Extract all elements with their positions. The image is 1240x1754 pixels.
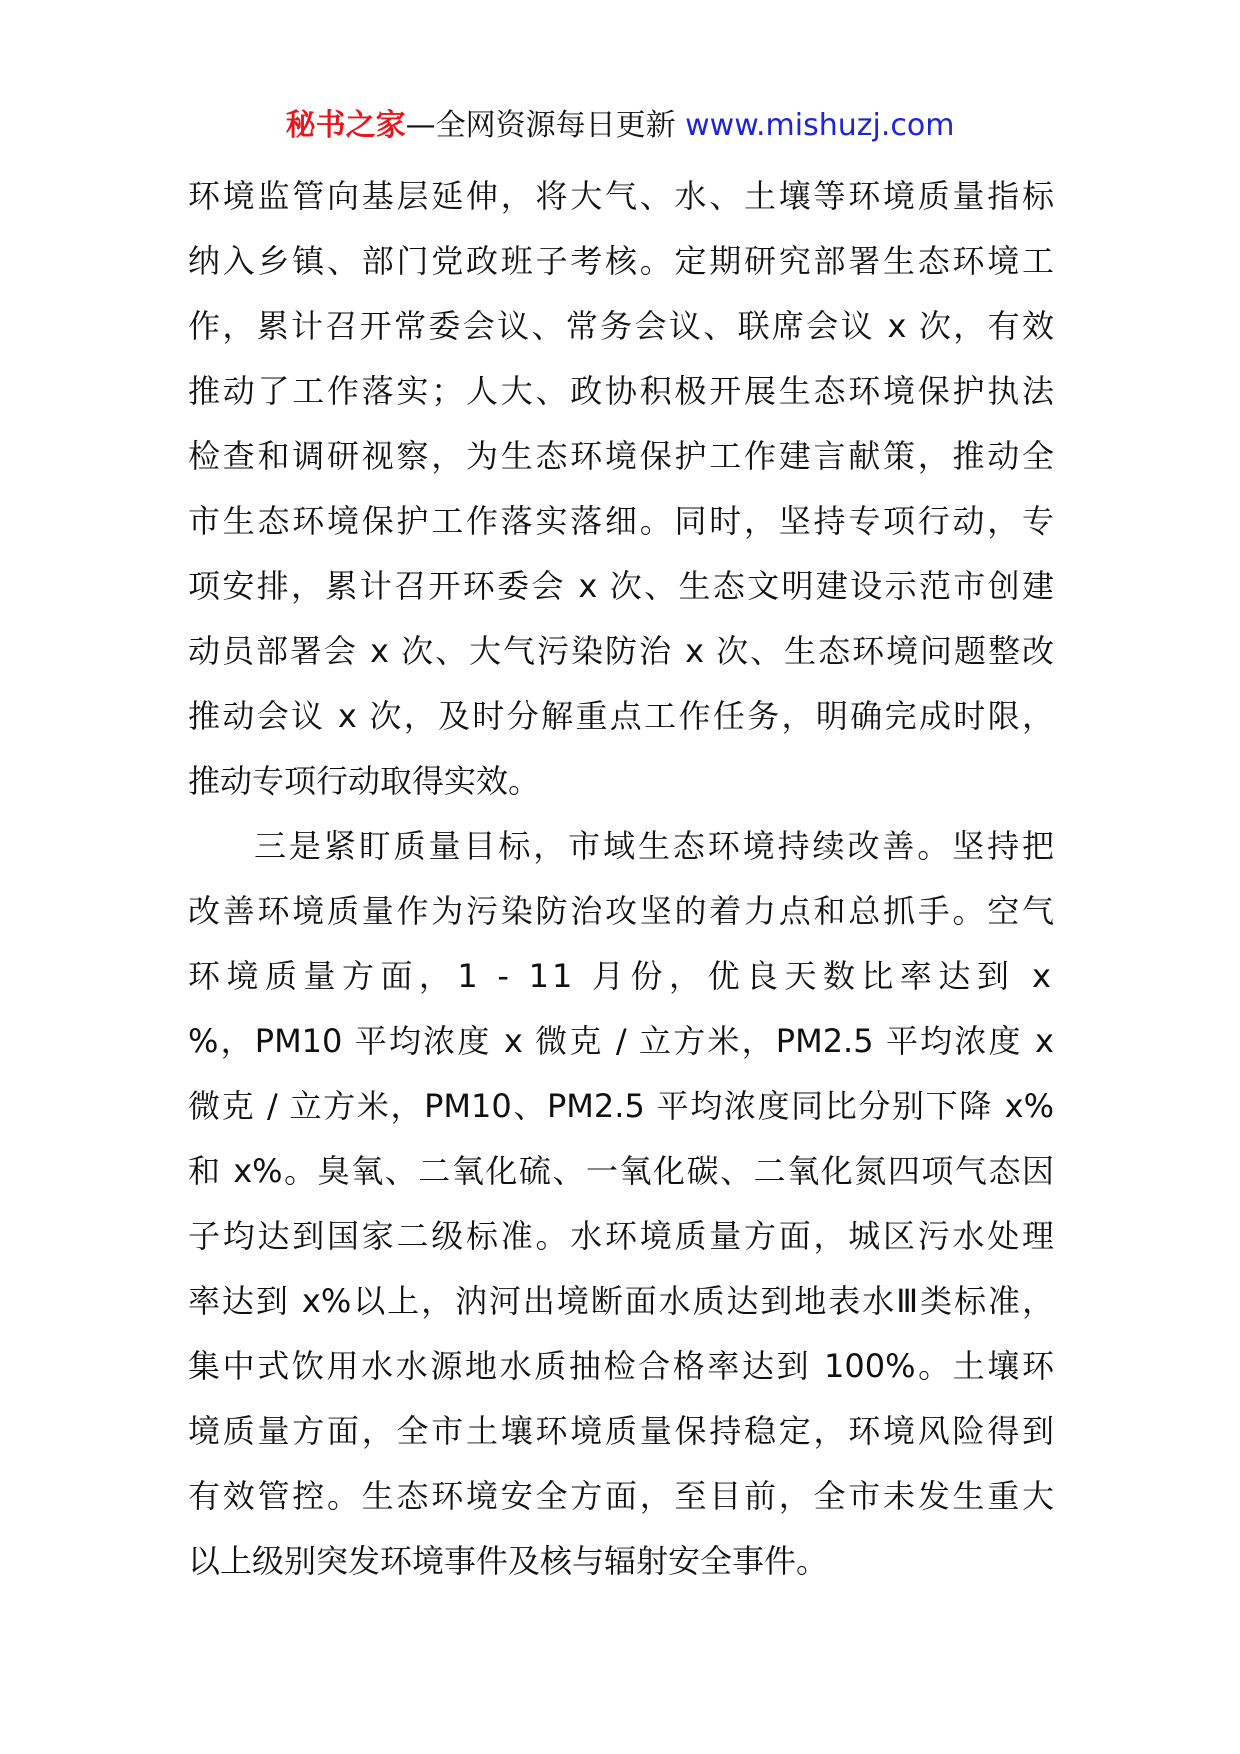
paragraph xyxy=(188,814,1054,1594)
text-line: 市生态环境保护工作落实落细。同时，坚持专项行动，专 xyxy=(188,502,1054,540)
text-line: 检查和调研视察，为生态环境保护工作建言献策，推动全 xyxy=(188,437,1054,475)
text-line: 改善环境质量作为污染防治攻坚的着力点和总抓手。空气 xyxy=(188,892,1054,930)
text-line: 推动会议 x 次，及时分解重点工作任务，明确完成时限， xyxy=(188,697,1054,735)
text-line: 境质量方面，全市土壤环境质量保持稳定，环境风险得到 xyxy=(188,1412,1054,1450)
text-line: 推动了工作落实；人大、政协积极开展生态环境保护执法 xyxy=(188,372,1054,410)
brand-name: 秘书之家 xyxy=(285,108,406,143)
site-header xyxy=(0,104,1240,148)
text-line: 微克 / 立方米，PM10、PM2.5 平均浓度同比分别下降 x% xyxy=(188,1087,1054,1125)
text-line: 率达到 x%以上，汭河出境断面水质达到地表水Ⅲ类标准， xyxy=(188,1282,1054,1320)
text-line: %，PM10 平均浓度 x 微克 / 立方米，PM2.5 平均浓度 x xyxy=(188,1022,1054,1060)
text-line: 有效管控。生态环境安全方面，至目前，全市未发生重大 xyxy=(188,1477,1054,1515)
text-line: 纳入乡镇、部门党政班子考核。定期研究部署生态环境工 xyxy=(188,242,1054,280)
text-line: 动员部署会 x 次、大气污染防治 x 次、生态环境问题整改 xyxy=(188,632,1054,670)
text-line: 子均达到国家二级标准。水环境质量方面，城区污水处理 xyxy=(188,1217,1054,1255)
header-tagline: —全网资源每日更新 xyxy=(405,108,676,143)
text-line: 项安排，累计召开环委会 x 次、生态文明建设示范市创建 xyxy=(188,567,1054,605)
text-line: 和 x%。臭氧、二氧化硫、一氧化碳、二氧化氮四项气态因 xyxy=(188,1152,1054,1190)
text-line: 环境质量方面，1 - 11 月份，优良天数比率达到 x xyxy=(188,957,1054,995)
paragraph xyxy=(188,164,1054,814)
text-line: 以上级别突发环境事件及核与辐射安全事件。 xyxy=(188,1542,829,1580)
text-line: 三是紧盯质量目标，市域生态环境持续改善。坚持把 xyxy=(254,827,1054,865)
text-line: 环境监管向基层延伸，将大气、水、土壤等环境质量指标 xyxy=(188,177,1054,215)
site-url-link[interactable]: www.mishuzj.com xyxy=(685,108,955,143)
text-line: 集中式饮用水水源地水质抽检合格率达到 100%。土壤环 xyxy=(188,1347,1054,1385)
text-line: 作，累计召开常委会议、常务会议、联席会议 x 次，有效 xyxy=(188,307,1054,345)
document-body xyxy=(188,164,1054,1594)
text-line: 推动专项行动取得实效。 xyxy=(188,762,541,800)
